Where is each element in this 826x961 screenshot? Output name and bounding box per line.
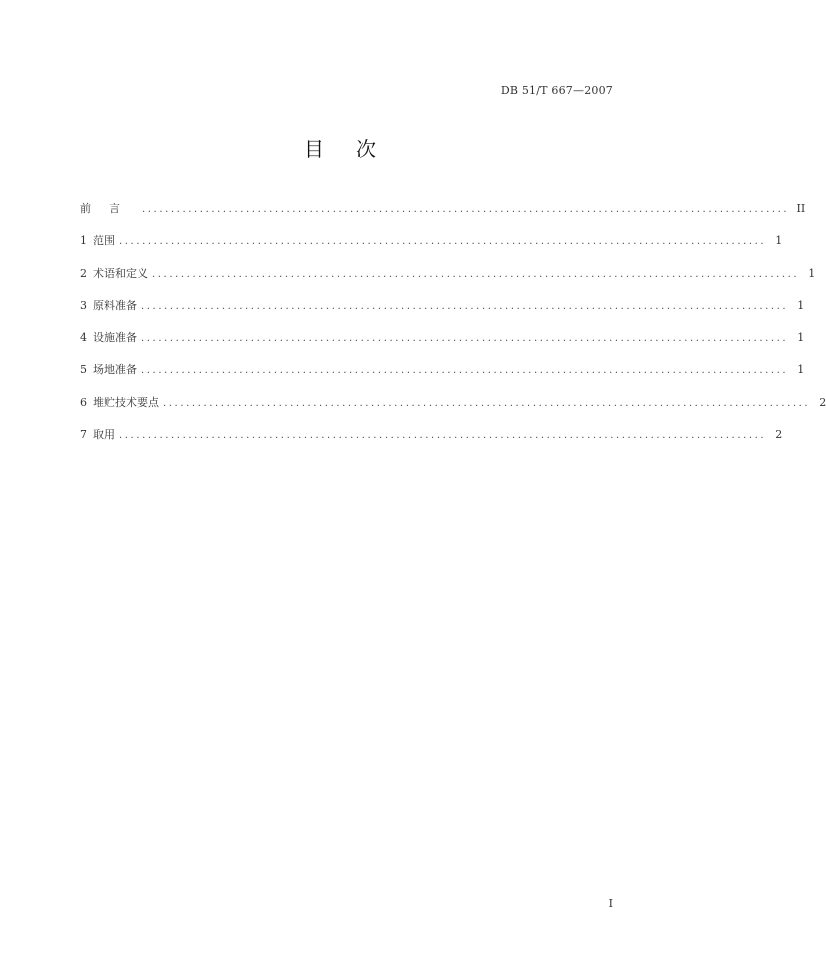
toc-entry-page: II [796,202,806,215]
toc-entry-page: 2 [775,428,783,442]
toc-entry[interactable] [80,329,805,361]
toc-entry-number: 6 [80,395,87,409]
toc-entry-number: 1 [80,234,87,248]
toc-leader-dots: ................................................................................................................ [141,300,789,312]
toc-leader-dots: ................................................................................................................ [141,365,789,377]
toc-entry-number: 4 [80,331,87,345]
toc-entry[interactable] [80,394,826,426]
toc-entry[interactable] [80,200,806,232]
toc-leader-dots: ................................................................................................................ [142,204,790,215]
toc-entry-number: 2 [80,266,87,280]
document-code: DB 51/T 667—2007 [500,84,613,97]
toc-entry-page: 1 [797,331,805,345]
toc-entry-page: 2 [819,395,826,409]
toc-entry-page: 1 [775,234,783,248]
toc-entry-label: 原料准备 [93,298,137,312]
toc-entry[interactable] [80,232,783,264]
toc-entry-page: 1 [797,363,805,377]
toc-entry[interactable] [80,426,783,458]
toc-entry[interactable] [80,361,805,393]
toc-leader-dots: ................................................................................................................ [141,333,789,345]
toc-entry-label: 堆贮技术要点 [93,395,159,409]
toc-entry-page: 1 [797,298,805,312]
toc-entry-page: 1 [808,266,816,280]
toc-leader-dots: ................................................................................................................ [119,430,767,442]
toc-entry-number: 3 [80,298,87,312]
toc-entry-number: 5 [80,363,87,377]
toc-entry-label: 场地准备 [93,363,137,377]
toc-leader-dots: ................................................................................................................ [152,268,800,280]
toc-entry-number: 7 [80,428,87,442]
toc-entry[interactable] [80,297,805,329]
toc-leader-dots: ................................................................................................................ [163,397,811,409]
toc-leader-dots: ................................................................................................................ [119,236,767,248]
toc-entry[interactable] [80,265,816,297]
toc-entry-label: 范围 [93,234,115,248]
toc-entry-label: 术语和定义 [93,266,148,280]
toc-entry-label: 取用 [93,428,115,442]
page-title: 目次 [304,137,408,161]
toc-entry-label: 前言 [80,202,138,215]
table-of-contents [80,200,826,458]
toc-entry-label: 设施准备 [93,331,137,345]
page-number: I [608,897,613,910]
